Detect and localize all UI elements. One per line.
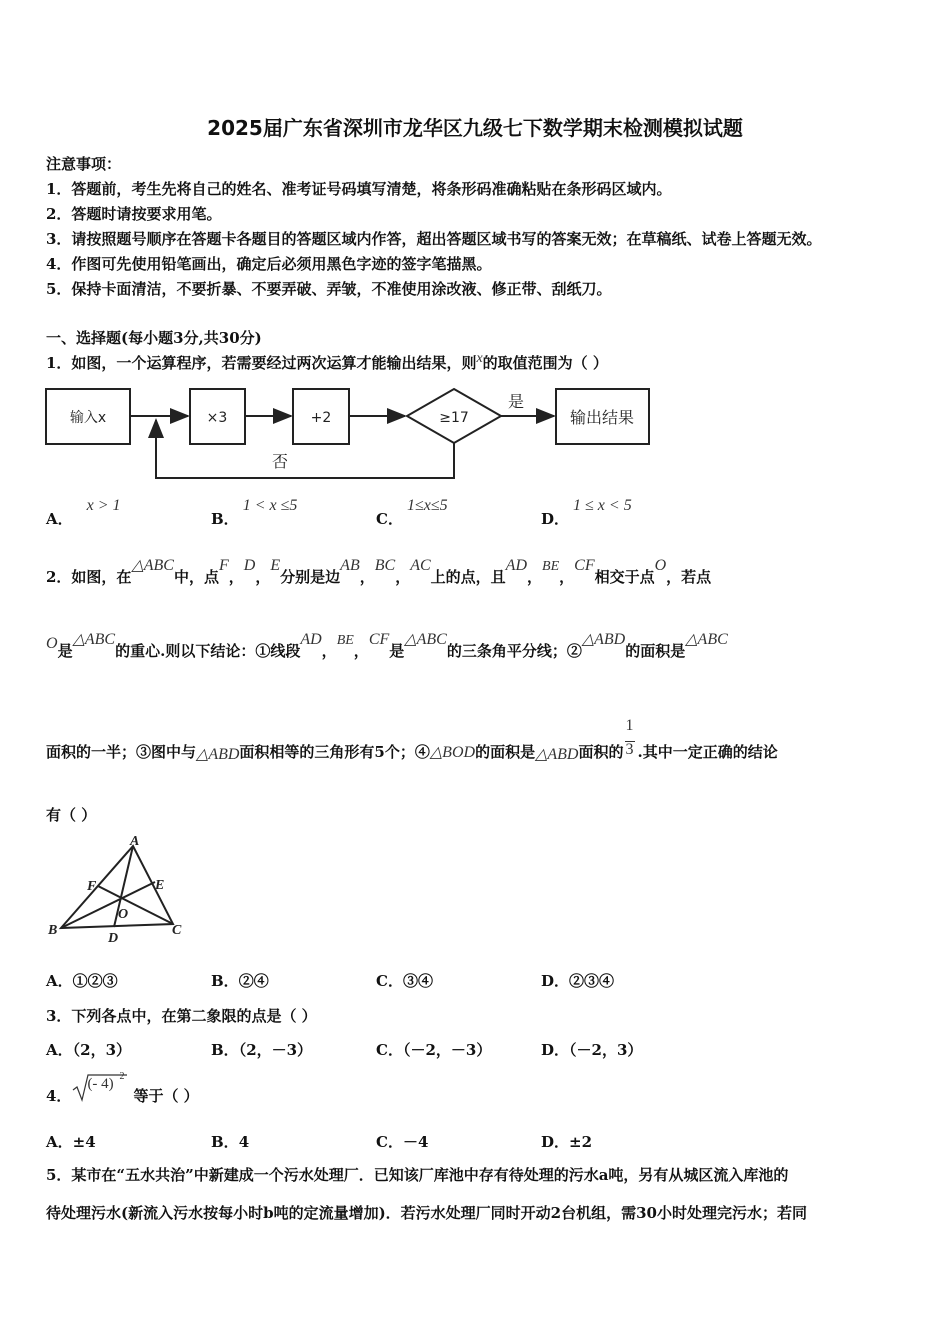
q3-option-b: B．（2，－3） [211, 1041, 313, 1059]
question-5-line-2: 待处理污水(新流入污水按每小时b吨的定流量增加)．若污水处理厂同时开动2台机组，需30小时处理完污水；若同 [46, 1204, 807, 1222]
point-label-d: D [108, 931, 119, 946]
question-1-stem: 1．如图，一个运算程序，若需要经过两次运算才能输出结果，则x的取值范围为（ ） [46, 351, 608, 372]
question-4-stem: 4． (- 4) 2 等于（ ） [46, 1071, 199, 1105]
notice-item: 3．请按照题号顺序在答题卡各题目的答题区域内作答，超出答题区域书写的答案无效；在草稿纸、试卷上答题无效。 [46, 230, 822, 248]
question-5-line-1: 5．某市在“五水共治”中新建成一个污水处理厂．已知该厂库池中存有待处理的污水a吨，另有从城区流入库池的 [46, 1166, 789, 1184]
q1-option-d: D．1 ≤ x < 5 [541, 497, 632, 528]
vertex-label-b: B [48, 923, 58, 938]
q2-option-a: A．①②③ [46, 972, 118, 990]
flow-no-label: 否 [271, 452, 289, 471]
q2-option-d: D．②③④ [541, 972, 615, 990]
q3-option-c: C．（－2，－3） [376, 1041, 492, 1059]
notice-item: 4．作图可先使用铅笔画出，确定后必须用黑色字迹的签字笔描黑。 [46, 255, 492, 273]
flow-yes-label: 是 [507, 392, 525, 411]
q3-option-a: A．（2，3） [46, 1041, 132, 1059]
vertex-label-c: C [172, 923, 182, 938]
q4-option-b: B．4 [211, 1133, 250, 1151]
notice-item: 1．答题前，考生先将自己的姓名、准考证号码填写清楚，将条形码准确粘贴在条形码区域内。 [46, 180, 672, 198]
triangle-figure [44, 832, 194, 946]
q4-option-c: C．－4 [376, 1133, 429, 1151]
point-label-f: F [87, 879, 97, 894]
q4-option-d: D．±2 [541, 1133, 593, 1151]
flow-times3-label: ×3 [206, 410, 228, 426]
notice-item: 5．保持卡面清洁，不要折暴、不要弄破、弄皱，不准使用涂改液、修正带、刮纸刀。 [46, 280, 612, 298]
question-2-line-3: 面积的一半；③图中与△ABD面积相等的三角形有5个；④△BOD的面积是△ABD面积的 $\frac{1}{3}$ .其中一定正确的结论 [46, 717, 778, 763]
question-3-stem: 3．下列各点中，在第二象限的点是（ ） [46, 1007, 317, 1025]
section-heading: 一、选择题(每小题3分,共30分) [46, 329, 262, 347]
point-label-e: E [155, 878, 165, 893]
notice-heading: 注意事项： [46, 155, 122, 173]
q1-option-a: A．x > 1 [46, 497, 121, 528]
question-2-line-1: 2．如图，在△ABC中，点F，D，E分别是边AB，BC，AC上的点，且AD，BE，CF相交于点O，若点 [46, 557, 712, 586]
q2-option-b: B．②④ [211, 972, 269, 990]
flow-plus2-label: +2 [310, 410, 332, 426]
q1-option-c: C．1≤x≤5 [376, 497, 448, 528]
fraction-one-third: $\frac{1}{3}$ [625, 717, 634, 758]
question-2-line-4: 有（ ） [46, 806, 97, 824]
page-title: 2025届广东省深圳市龙华区九级七下数学期末检测模拟试题 [207, 116, 743, 140]
notice-item: 2．答题时请按要求用笔。 [46, 205, 222, 223]
flow-input-label: 输入x [69, 410, 107, 426]
flow-output-label: 输出结果 [569, 408, 635, 427]
question-2-line-2: O是△ABC的重心.则以下结论：①线段AD，BE，CF是△ABC的三条角平分线；②△ABD的面积是△ABC [46, 631, 728, 660]
q4-option-a: A．±4 [46, 1133, 96, 1151]
vertex-label-a: A [130, 834, 140, 849]
q3-option-d: D．（－2，3） [541, 1041, 643, 1059]
point-label-o: O [118, 907, 129, 922]
flow-condition-label: ≥17 [439, 410, 469, 426]
flowchart-figure [44, 385, 656, 485]
sqrt-expression: (- 4) 2 [71, 1085, 129, 1101]
q1-option-b: B．1 < x ≤5 [211, 497, 298, 528]
q2-option-c: C．③④ [376, 972, 433, 990]
